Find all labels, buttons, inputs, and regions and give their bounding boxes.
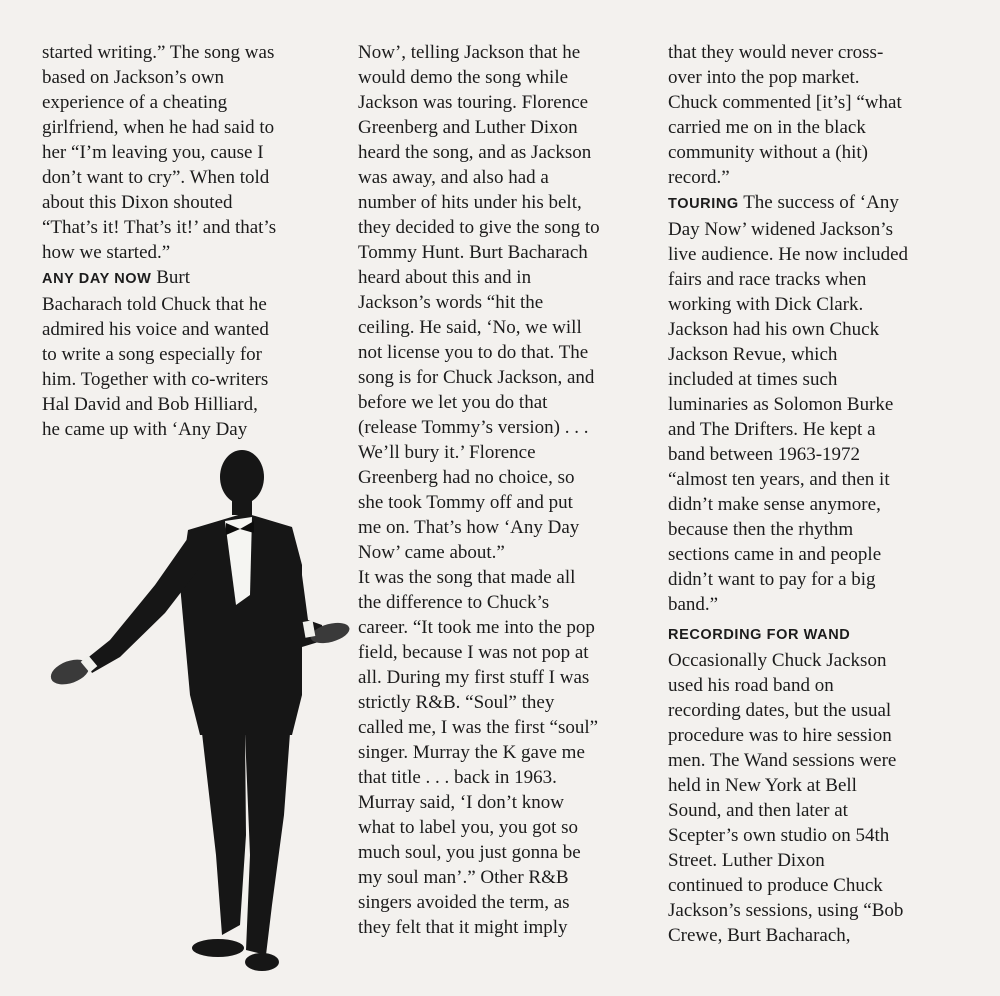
- paragraph: Occasionally Chuck Jackson used his road band on recording dates, but the usual procedure was to hire session men. The Wand sessions were held in New York at Bell Sound, and then later at Scepter’s own studio on 54th Street. Luther Dixon continued to produce Chuck Jackson’s sessions, using “Bob Crewe, Burt Bacharach,: [668, 650, 904, 946]
- paragraph: [42, 265, 342, 442]
- paragraph: [668, 190, 968, 617]
- paragraph: started writing.” The song was based on Jackson’s own experience of a cheating girlfriend, when he had said to her “I’m leaving you, cause I don’t want to cry”. When told about this Dixon shouted “That’s it! That’s it!’ and that’s how we started.”: [42, 42, 277, 263]
- text-column-2: [358, 40, 658, 940]
- section-heading: ANY DAY NOW: [42, 271, 152, 287]
- right-leg-shape: [245, 733, 290, 955]
- paragraph: Now’, telling Jackson that he would demo the song while Jackson was touring. Florence Greenberg and Luther Dixon heard the song, and as Jackson was away, and also had a number of hits under his belt, they decided to give the song to Tommy Hunt. Burt Bacharach heard about this and in Jackson’s words “hit the ceiling. He said, ‘No, we will not license you to do that. The song is for Chuck Jackson, and before we let you do that (release Tommy’s version) . . . We’ll bury it.’ Florence Greenberg had no choice, so she took Tommy off and put me on. That’s how ‘Any Day Now’ came about.”: [358, 42, 600, 563]
- section-heading: RECORDING FOR WAND: [668, 627, 851, 643]
- paragraph: It was the song that made all the difference to Chuck’s career. “It took me into the pop field, because I was not pop at all. During my first stuff I was strictly R&B. “Soul” they called me, I was the first “soul” singer. Murray the K gave me that title . . . back in 1963. Murray said, ‘I don’t know what to label you, you got so much soul, you just gonna be my soul man’.” Other R&B singers avoided the term, as they felt that it might imply: [358, 567, 599, 938]
- left-leg-shape: [202, 733, 246, 935]
- section-heading: TOURING: [668, 196, 739, 212]
- singer-photo: [40, 435, 350, 990]
- head-shape: [220, 450, 264, 504]
- text-column-3: [668, 40, 968, 948]
- right-shoe-shape: [245, 953, 279, 971]
- paragraph: [668, 621, 968, 648]
- paragraph: that they would never cross- over into the pop market. Chuck commented [it’s] “what carried me on in the black community without a (hit) record.”: [668, 42, 902, 188]
- paragraph-text: The success of ‘Any Day Now’ widened Jackson’s live audience. He now included fairs and race tracks when working with Dick Clark. Jackson had his own Chuck Jackson Revue, which included at times such luminaries as Solomon Burke and The Drifters. He kept a band between 1963-1972 “almost ten years, and then it didn’t make sense anymore, because then the rhythm sections came in and people didn’t want to pay for a big band.”: [668, 192, 909, 615]
- paragraph-text: Burt Bacharach told Chuck that he admired his voice and wanted to write a song especially for him. Together with co-writers Hal David and Bob Hilliard, he came up with ‘Any Day: [42, 267, 269, 440]
- left-shoe-shape: [192, 939, 244, 957]
- text-column-1: [42, 40, 342, 442]
